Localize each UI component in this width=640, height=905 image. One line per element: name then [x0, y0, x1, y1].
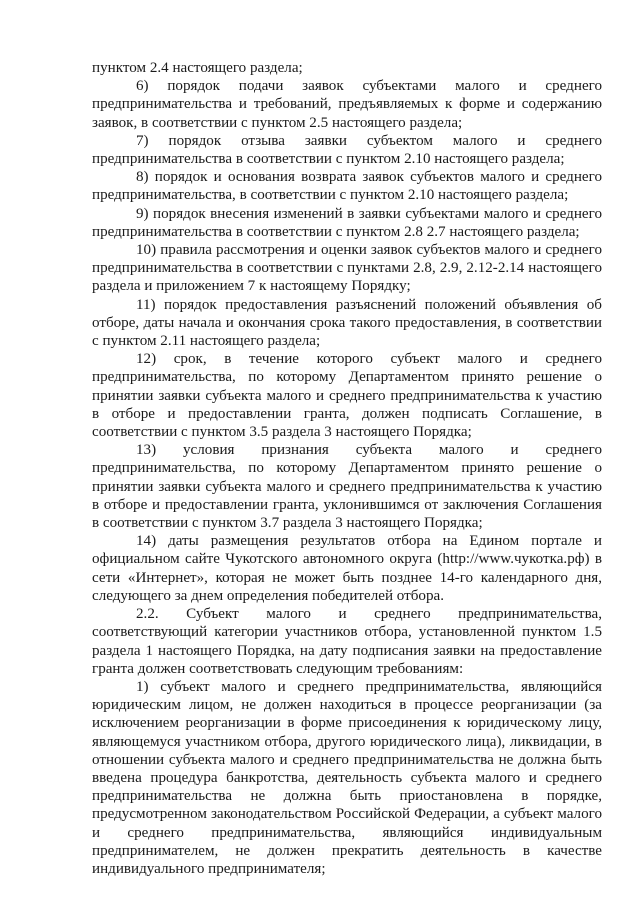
paragraph-item-10: 10) правила рассмотрения и оценки заявок субъектов малого и среднего предпринимательства в соответствии с пунктами 2.8, 2.9, 2.12-2.14 настоящего раздела и приложением 7 к настоящему Порядку;: [92, 242, 602, 295]
paragraph-item-11: 11) порядок предоставления разъяснений положений объявления об отборе, даты начала и окончания срока такого предоставления, в соответствии с пунктом 2.11 настоящего раздела;: [92, 296, 602, 350]
paragraph-item-7: 7) порядок отзыва заявки субъектом малого и среднего предпринимательства в соответствии с пунктом 2.10 настоящего раздела;: [92, 132, 602, 168]
paragraph-continuation: пунктом 2.4 настоящего раздела;: [92, 60, 303, 76]
paragraph-item-12: 12) срок, в течение которого субъект малого и среднего предпринимательства, по которому Департаментом принято решение о принятии заявки субъекта малого и среднего предпринимательства к участию в отборе и предоставлении гранта, должен подписать Соглашение, в соответствии с пунктом 3.5 раздела 3 настоящего Порядка;: [92, 351, 602, 441]
paragraph-item-13: 13) условия признания субъекта малого и среднего предпринимательства, по которому Департаментом принято решение о принятии заявки субъекта малого и среднего предпринимательства к участию в отборе и предоставлении гранта, уклонившимся от заключения Соглашения в соответствии с пунктом 3.7 раздела 3 настоящего Порядка;: [92, 442, 602, 532]
paragraph-item-6: 6) порядок подачи заявок субъектами малого и среднего предпринимательства и требований, предъявляемых к форме и содержанию заявок, в соответствии с пунктом 2.5 настоящего раздела;: [92, 78, 602, 131]
paragraph-requirement-1: 1) субъект малого и среднего предпринимательства, являющийся юридическим лицом, не должен находиться в процессе реорганизации (за исключением реорганизации в форме присоединения к юридическому лицу, являющемуся участником отбора, другого юридического лица), ликвидации, в отношении субъекта малого и среднего предпринимательства не должна быть введена процедура банкротства, деятельность субъекта малого и среднего предпринимательства не должна быть приостановлена в порядке, предусмотренном законодательством Российской Федерации, а субъект малого и среднего предпринимательства, являющийся индивидуальным предпринимателем, не должен прекратить деятельность в качестве индивидуального предпринимателя;: [92, 678, 602, 877]
document-page: [92, 59, 602, 878]
paragraph-item-9: 9) порядок внесения изменений в заявки субъектами малого и среднего предпринимательства в соответствии с пунктом 2.8 2.7 настоящего раздела;: [92, 205, 602, 240]
paragraph-section-2-2: 2.2. Субъект малого и среднего предпринимательства, соответствующий категории участников отбора, установленной пунктом 1.5 раздела 1 настоящего Порядка, на дату подписания заявки на предоставление гранта должен соответствовать следующим требованиям:: [92, 606, 602, 677]
paragraph-item-8: 8) порядок и основания возврата заявок субъектов малого и среднего предпринимательства, в соответствии с пунктом 2.10 настоящего раздела;: [92, 169, 602, 204]
paragraph-item-14: 14) даты размещения результатов отбора на Едином портале и официальном сайте Чукотского автономного округа (http://www.чукотка.рф) в сети «Интернет», которая не может быть позднее 14-го календарного дня, следующего за днем определения победителей отбора.: [92, 533, 602, 604]
